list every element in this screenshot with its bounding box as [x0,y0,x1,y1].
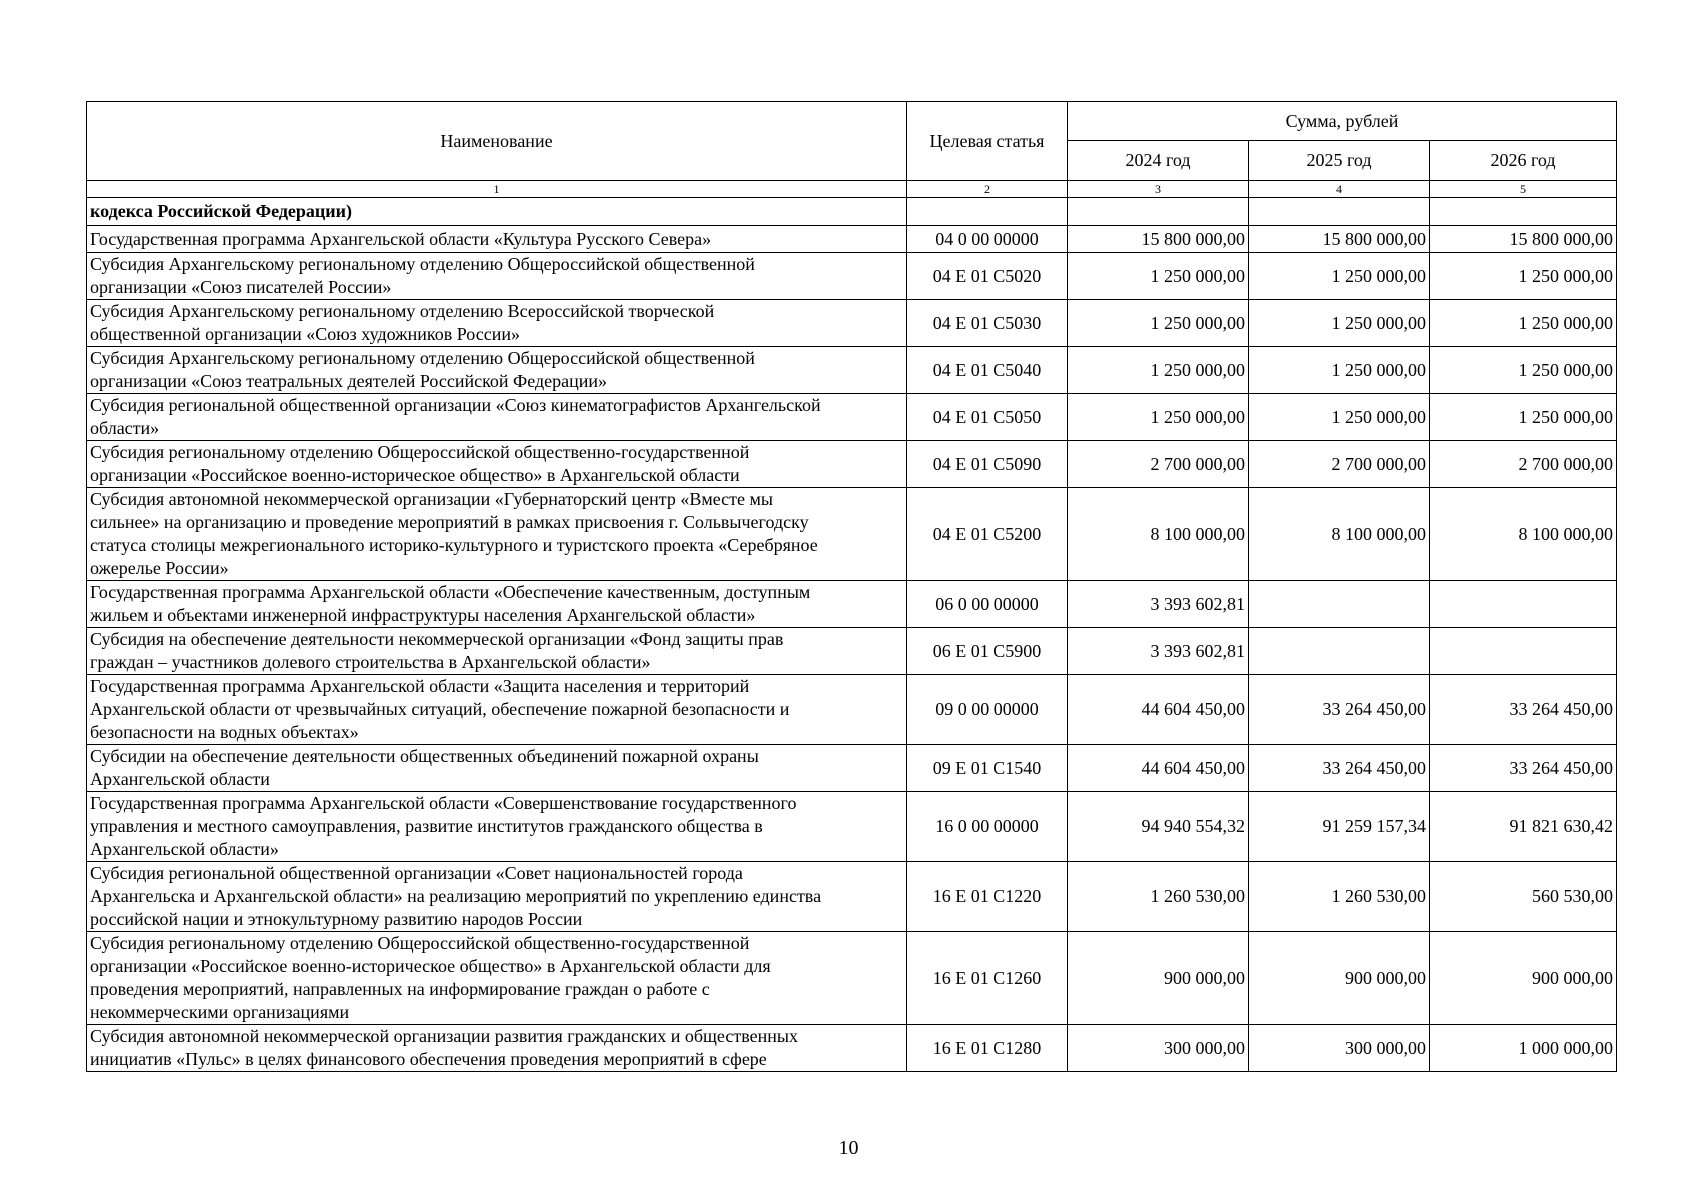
row-amount-2026: 33 264 450,00 [1430,675,1617,745]
column-number-row [87,181,1617,198]
row-amount-2024: 44 604 450,00 [1068,675,1249,745]
row-name: Государственная программа Архангельской области «Совершенствование государственного управления и местного самоуправления, развитие институтов гражданского общества в Архангельской области» [87,792,907,862]
row-amount-2026: 33 264 450,00 [1430,745,1617,792]
row-amount-2026: 900 000,00 [1430,932,1617,1025]
row-amount-2024: 1 250 000,00 [1068,394,1249,441]
column-number: 5 [1430,181,1617,198]
row-amount-2024: 94 940 554,32 [1068,792,1249,862]
section-title-row [87,198,1617,226]
row-name: Субсидия региональной общественной организации «Союз кинематографистов Архангельской области» [87,394,907,441]
row-amount-2025: 15 800 000,00 [1249,226,1430,253]
empty-cell [1430,198,1617,226]
row-amount-2025: 1 260 530,00 [1249,862,1430,932]
row-amount-2026: 2 700 000,00 [1430,441,1617,488]
column-number: 2 [907,181,1068,198]
row-amount-2026: 1 000 000,00 [1430,1025,1617,1072]
row-target-code: 04 Е 01 С5090 [907,441,1068,488]
row-name: Субсидия Архангельскому региональному отделению Общероссийской общественной организации «Союз писателей России» [87,253,907,300]
table-row [87,253,1617,300]
table-row [87,862,1617,932]
row-name: Субсидия автономной некоммерческой организации развития гражданских и общественных инициатив «Пульс» в целях финансового обеспечения проведения мероприятий в сфере [87,1025,907,1072]
row-name: Государственная программа Архангельской области «Культура Русского Севера» [87,226,907,253]
row-target-code: 09 Е 01 С1540 [907,745,1068,792]
row-name: Субсидия региональному отделению Общероссийской общественно-государственной организации «Российское военно-историческое общество» в Архангельской области для проведения мероприятий, направленных на информирование граждан о работе с некоммерческими организациями [87,932,907,1025]
table-row [87,792,1617,862]
row-amount-2026: 1 250 000,00 [1430,253,1617,300]
row-amount-2025: 1 250 000,00 [1249,394,1430,441]
row-name: Государственная программа Архангельской области «Защита населения и территорий Архангельской области от чрезвычайных ситуаций, обеспечение пожарной безопасности и безопасности на водных объектах» [87,675,907,745]
row-name: Субсидия Архангельскому региональному отделению Общероссийской общественной организации «Союз театральных деятелей Российской Федерации» [87,347,907,394]
header-name: Наименование [87,102,907,181]
row-name: Субсидия Архангельскому региональному отделению Всероссийской творческой общественной организации «Союз художников России» [87,300,907,347]
table-row [87,581,1617,628]
empty-cell [907,198,1068,226]
row-amount-2024: 1 250 000,00 [1068,347,1249,394]
row-amount-2025: 91 259 157,34 [1249,792,1430,862]
row-name: Субсидия региональной общественной организации «Совет национальностей города Архангельска и Архангельской области» на реализацию мероприятий по укреплению единства российской нации и этнокультурному развитию народов России [87,862,907,932]
row-name: Субсидия на обеспечение деятельности некоммерческой организации «Фонд защиты прав граждан – участников долевого строительства в Архангельской области» [87,628,907,675]
row-target-code: 06 0 00 00000 [907,581,1068,628]
row-target-code: 16 Е 01 С1260 [907,932,1068,1025]
row-target-code: 04 Е 01 С5050 [907,394,1068,441]
row-name: Государственная программа Архангельской области «Обеспечение качественным, доступным жильем и объектами инженерной инфраструктуры населения Архангельской области» [87,581,907,628]
table-row [87,226,1617,253]
table-row [87,628,1617,675]
row-amount-2026: 560 530,00 [1430,862,1617,932]
row-amount-2025 [1249,581,1430,628]
row-target-code: 04 0 00 00000 [907,226,1068,253]
table-row [87,675,1617,745]
row-amount-2025: 1 250 000,00 [1249,300,1430,347]
row-amount-2024: 2 700 000,00 [1068,441,1249,488]
row-amount-2025: 33 264 450,00 [1249,745,1430,792]
table-row [87,394,1617,441]
row-target-code: 04 Е 01 С5200 [907,488,1068,581]
column-number: 4 [1249,181,1430,198]
table-row [87,1025,1617,1072]
budget-table [86,101,1617,1072]
row-amount-2025 [1249,628,1430,675]
row-amount-2026: 8 100 000,00 [1430,488,1617,581]
table-row [87,347,1617,394]
table-row [87,745,1617,792]
row-target-code: 16 Е 01 С1280 [907,1025,1068,1072]
table-body [87,198,1617,1072]
row-amount-2025: 8 100 000,00 [1249,488,1430,581]
column-number: 3 [1068,181,1249,198]
row-amount-2025: 300 000,00 [1249,1025,1430,1072]
row-amount-2024: 8 100 000,00 [1068,488,1249,581]
row-amount-2026: 1 250 000,00 [1430,347,1617,394]
empty-cell [1068,198,1249,226]
row-target-code: 16 Е 01 С1220 [907,862,1068,932]
row-target-code: 06 Е 01 С5900 [907,628,1068,675]
row-target-code: 04 Е 01 С5020 [907,253,1068,300]
page-number: 10 [838,1137,859,1159]
table-row [87,488,1617,581]
row-amount-2026: 1 250 000,00 [1430,300,1617,347]
row-amount-2026: 91 821 630,42 [1430,792,1617,862]
header-year-2024: 2024 год [1068,141,1249,181]
header-year-2025: 2025 год [1249,141,1430,181]
empty-cell [1249,198,1430,226]
row-amount-2026: 15 800 000,00 [1430,226,1617,253]
table-row [87,441,1617,488]
row-target-code: 09 0 00 00000 [907,675,1068,745]
header-sum: Сумма, рублей [1068,102,1617,141]
row-amount-2025: 900 000,00 [1249,932,1430,1025]
table-header [87,102,1617,198]
row-target-code: 04 Е 01 С5040 [907,347,1068,394]
row-amount-2024: 900 000,00 [1068,932,1249,1025]
header-year-2026: 2026 год [1430,141,1617,181]
column-number: 1 [87,181,907,198]
table-row [87,300,1617,347]
row-amount-2025: 2 700 000,00 [1249,441,1430,488]
row-name: Субсидии на обеспечение деятельности общественных объединений пожарной охраны Архангельской области [87,745,907,792]
row-name: Субсидия автономной некоммерческой организации «Губернаторский центр «Вместе мы сильнее» на организацию и проведение мероприятий в рамках присвоения г. Сольвычегодску статуса столицы межрегионального историко-культурного и туристского проекта «Серебряное ожерелье России» [87,488,907,581]
row-amount-2024: 3 393 602,81 [1068,581,1249,628]
row-amount-2026 [1430,581,1617,628]
row-target-code: 16 0 00 00000 [907,792,1068,862]
row-target-code: 04 Е 01 С5030 [907,300,1068,347]
row-amount-2026: 1 250 000,00 [1430,394,1617,441]
row-amount-2025: 1 250 000,00 [1249,253,1430,300]
row-amount-2024: 300 000,00 [1068,1025,1249,1072]
row-name: Субсидия региональному отделению Общероссийской общественно-государственной организации «Российское военно-историческое общество» в Архангельской области [87,441,907,488]
row-amount-2024: 3 393 602,81 [1068,628,1249,675]
row-amount-2024: 15 800 000,00 [1068,226,1249,253]
header-code: Целевая статья [907,102,1068,181]
row-amount-2024: 1 250 000,00 [1068,253,1249,300]
row-amount-2025: 33 264 450,00 [1249,675,1430,745]
row-amount-2024: 44 604 450,00 [1068,745,1249,792]
table-row [87,932,1617,1025]
row-amount-2024: 1 250 000,00 [1068,300,1249,347]
row-amount-2026 [1430,628,1617,675]
row-amount-2024: 1 260 530,00 [1068,862,1249,932]
row-amount-2025: 1 250 000,00 [1249,347,1430,394]
section-title: кодекса Российской Федерации) [87,198,907,226]
